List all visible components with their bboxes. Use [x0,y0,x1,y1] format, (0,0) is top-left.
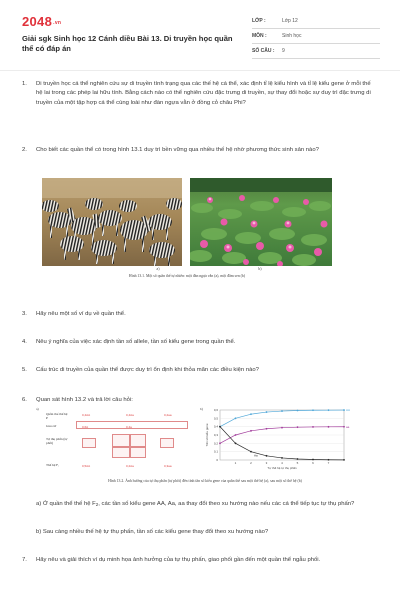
y-tick-label: 0,6 [213,408,218,412]
y-tick-label: 0,2 [213,441,218,446]
figure-label-b: b) [200,407,203,411]
question-6-part-a [36,500,382,520]
punnett-divider [112,446,146,448]
x-tick-label: 3 [265,461,268,465]
p-value: 0,4Aa [126,413,134,417]
x-tick-label: 1 [234,461,237,465]
question-6-part-b [36,528,382,538]
series-aa-point [328,426,330,428]
figure-13-2-caption: Hình 13.2. Ảnh hưởng của tự thụ phấn (tự phối) đến tính tần số kiểu gene của quần thể sau một thế hệ (a), sau một số thế hệ (b) [108,479,302,483]
meta-row-grade [252,14,380,29]
series-aa-point [235,434,237,436]
gamete-value: 0,6A [82,425,89,429]
meta-value: 9 [282,48,285,54]
question-number: 7. [22,557,27,563]
series-aa-point [266,428,268,430]
question-7 [22,556,382,576]
question-number: 1. [22,81,27,87]
y-tick-label: 0,1 [213,449,218,454]
f1-value: 0,2Aa [126,464,134,468]
question-3 [22,310,382,320]
series-label: AA [346,408,351,413]
question-6 [22,396,382,406]
series-AA-point [312,409,314,411]
question-5 [22,366,382,376]
x-tick-label: 4 [281,461,283,465]
row-label-gamete: Giao tử [46,424,57,428]
question-text: Hãy nêu và giải thích ví dụ minh họa ảnh hưởng của tự thụ phấn, giao phối gần đến một quần thể ngẫu phối. [36,557,321,563]
meta-key: MÔN : [252,33,267,39]
part-b-text: b) Sau càng nhiều thế hệ tự thụ phấn, tần số các kiểu gene thay đổi theo xu hướng nào? [36,529,269,535]
site-logo[interactable] [22,14,61,29]
lotus-pond-image [190,178,332,266]
series-Aa-point [219,426,221,428]
question-text: Di truyền học cá thể nghiên cứu sự di truyền tính trạng qua các thế hệ cá thể, xác định tỉ lệ kiểu hình và tỉ lệ kiểu gene ở mỗi thế hệ lai trong các phép lai hữu tính. Bằng cách nào có thể nghiên cứu đặc trưng di truyền, sự thay đổi hoặc sự duy trì đặc trưng di truyền của một tập hợp cá thể cùng loài như đàn ngựa vằn ở đồng cỏ châu Phi? [36,81,371,106]
question-number: 2. [22,147,27,153]
document-header [0,0,400,66]
page-title: Giải sgk Sinh học 12 Cánh diều Bài 13. Di truyền học quần thể có đáp án [22,34,233,53]
series-aa-point [281,427,283,429]
gamete-value: 0,4a [126,425,132,429]
question-2 [22,146,382,168]
question-text: Quan sát hình 13.2 và trả lời câu hỏi: [36,397,133,403]
meta-key: LỚP : [252,18,266,24]
series-aa-point [250,430,252,432]
row-label-f1: Thế hệ F₁ [46,463,60,467]
question-text: Cho biết các quần thể có trong hình 13.1 duy trì bền vững qua nhiều thế hệ nhờ phương thức sinh sản nào? [36,147,319,153]
series-label: Aa [254,453,258,458]
part-a-rest: , các tần số kiểu gene AA, Aa, aa thay đổi theo xu hướng nào nếu các cá thể tiếp tục tự thụ phấn? [98,501,355,507]
logo-text: 2048 [22,14,53,29]
row-label-selfing: Tự thụ phấn (tự phối) [46,437,68,445]
question-number: 4. [22,339,27,345]
genotype-frequency-chart [204,406,364,478]
series-AA-point [266,411,268,413]
part-a-prefix: a) Ở quần thể thế hệ F [36,501,96,507]
y-tick-label: 0 [216,458,218,462]
f1-value: 0,3aa [164,464,172,468]
series-Aa-point [297,458,299,460]
zebra-herd-image [42,178,182,266]
meta-value: Lớp 12 [282,18,298,24]
x-tick-label: 7 [327,461,330,465]
series-AA-point [328,409,330,411]
y-tick-label: 0,4 [213,424,218,429]
series-AA-point [297,410,299,412]
series-Aa-point [312,459,314,461]
y-axis-label: Tần số kiểu gene [205,423,209,447]
logo-suffix: .vn [53,19,62,26]
question-number: 5. [22,367,27,373]
question-number: 3. [22,311,27,317]
question-number: 6. [22,397,27,403]
meta-value: Sinh học [282,33,302,39]
x-axis-label: Tự thế hệ tự thụ phấn [267,466,297,470]
series-aa-point [219,442,221,444]
figure-13-1-caption: Hình 13.1. Một số quần thể tự nhiên: một đàn ngựa vằn (a), một đầm sen (b) [128,274,246,278]
series-AA-point [343,409,345,411]
series-AA-point [281,410,283,412]
question-text: Cấu trúc di truyền của quần thể được duy trì ổn định khi thỏa mãn các điều kiện nào? [36,367,259,373]
question-4 [22,338,382,348]
meta-key: SỐ CÂU : [252,48,275,54]
series-aa-point [312,426,314,428]
series-Aa-point [343,459,345,461]
series-Aa-point [250,451,252,453]
figure-label-b: b) [258,267,262,271]
series-aa-point [343,426,345,428]
p-value: 0,4AA [82,413,91,417]
series-AA-point [250,413,252,415]
series-AA-point [235,417,237,419]
part-a-subscript: 2 [95,502,99,507]
series-label: aa [346,424,350,429]
row-label-p: Quần thể thế hệ P [46,412,68,420]
gamete-row-box [76,421,188,429]
x-tick-label: 5 [296,461,299,465]
meta-row-count [252,44,380,59]
selfing-box-aa-recessive [160,438,174,448]
series-Aa-point [235,442,237,444]
selfing-box-aa [82,438,96,448]
x-tick-label: 6 [312,461,314,465]
p-value: 0,2aa [164,413,172,417]
meta-row-subject [252,29,380,44]
y-tick-label: 0,3 [213,433,218,437]
figure-label-a: a) [36,407,39,411]
series-Aa-point [281,457,283,459]
question-text: Hãy nêu một số ví dụ về quần thể. [36,311,126,317]
meta-table [252,14,380,59]
series-Aa-point [328,459,330,461]
y-tick-label: 0,5 [213,416,218,421]
figure-label-a: a) [156,267,160,271]
series-Aa-point [266,455,268,457]
header-divider [0,70,400,71]
question-1 [22,80,382,130]
f1-value: 0,5AA [82,464,91,468]
x-tick-label: 2 [250,461,252,465]
question-text: Nêu ý nghĩa của việc xác định tần số allele, tần số kiểu gene trong quần thể. [36,339,236,345]
series-aa-point [297,426,299,428]
